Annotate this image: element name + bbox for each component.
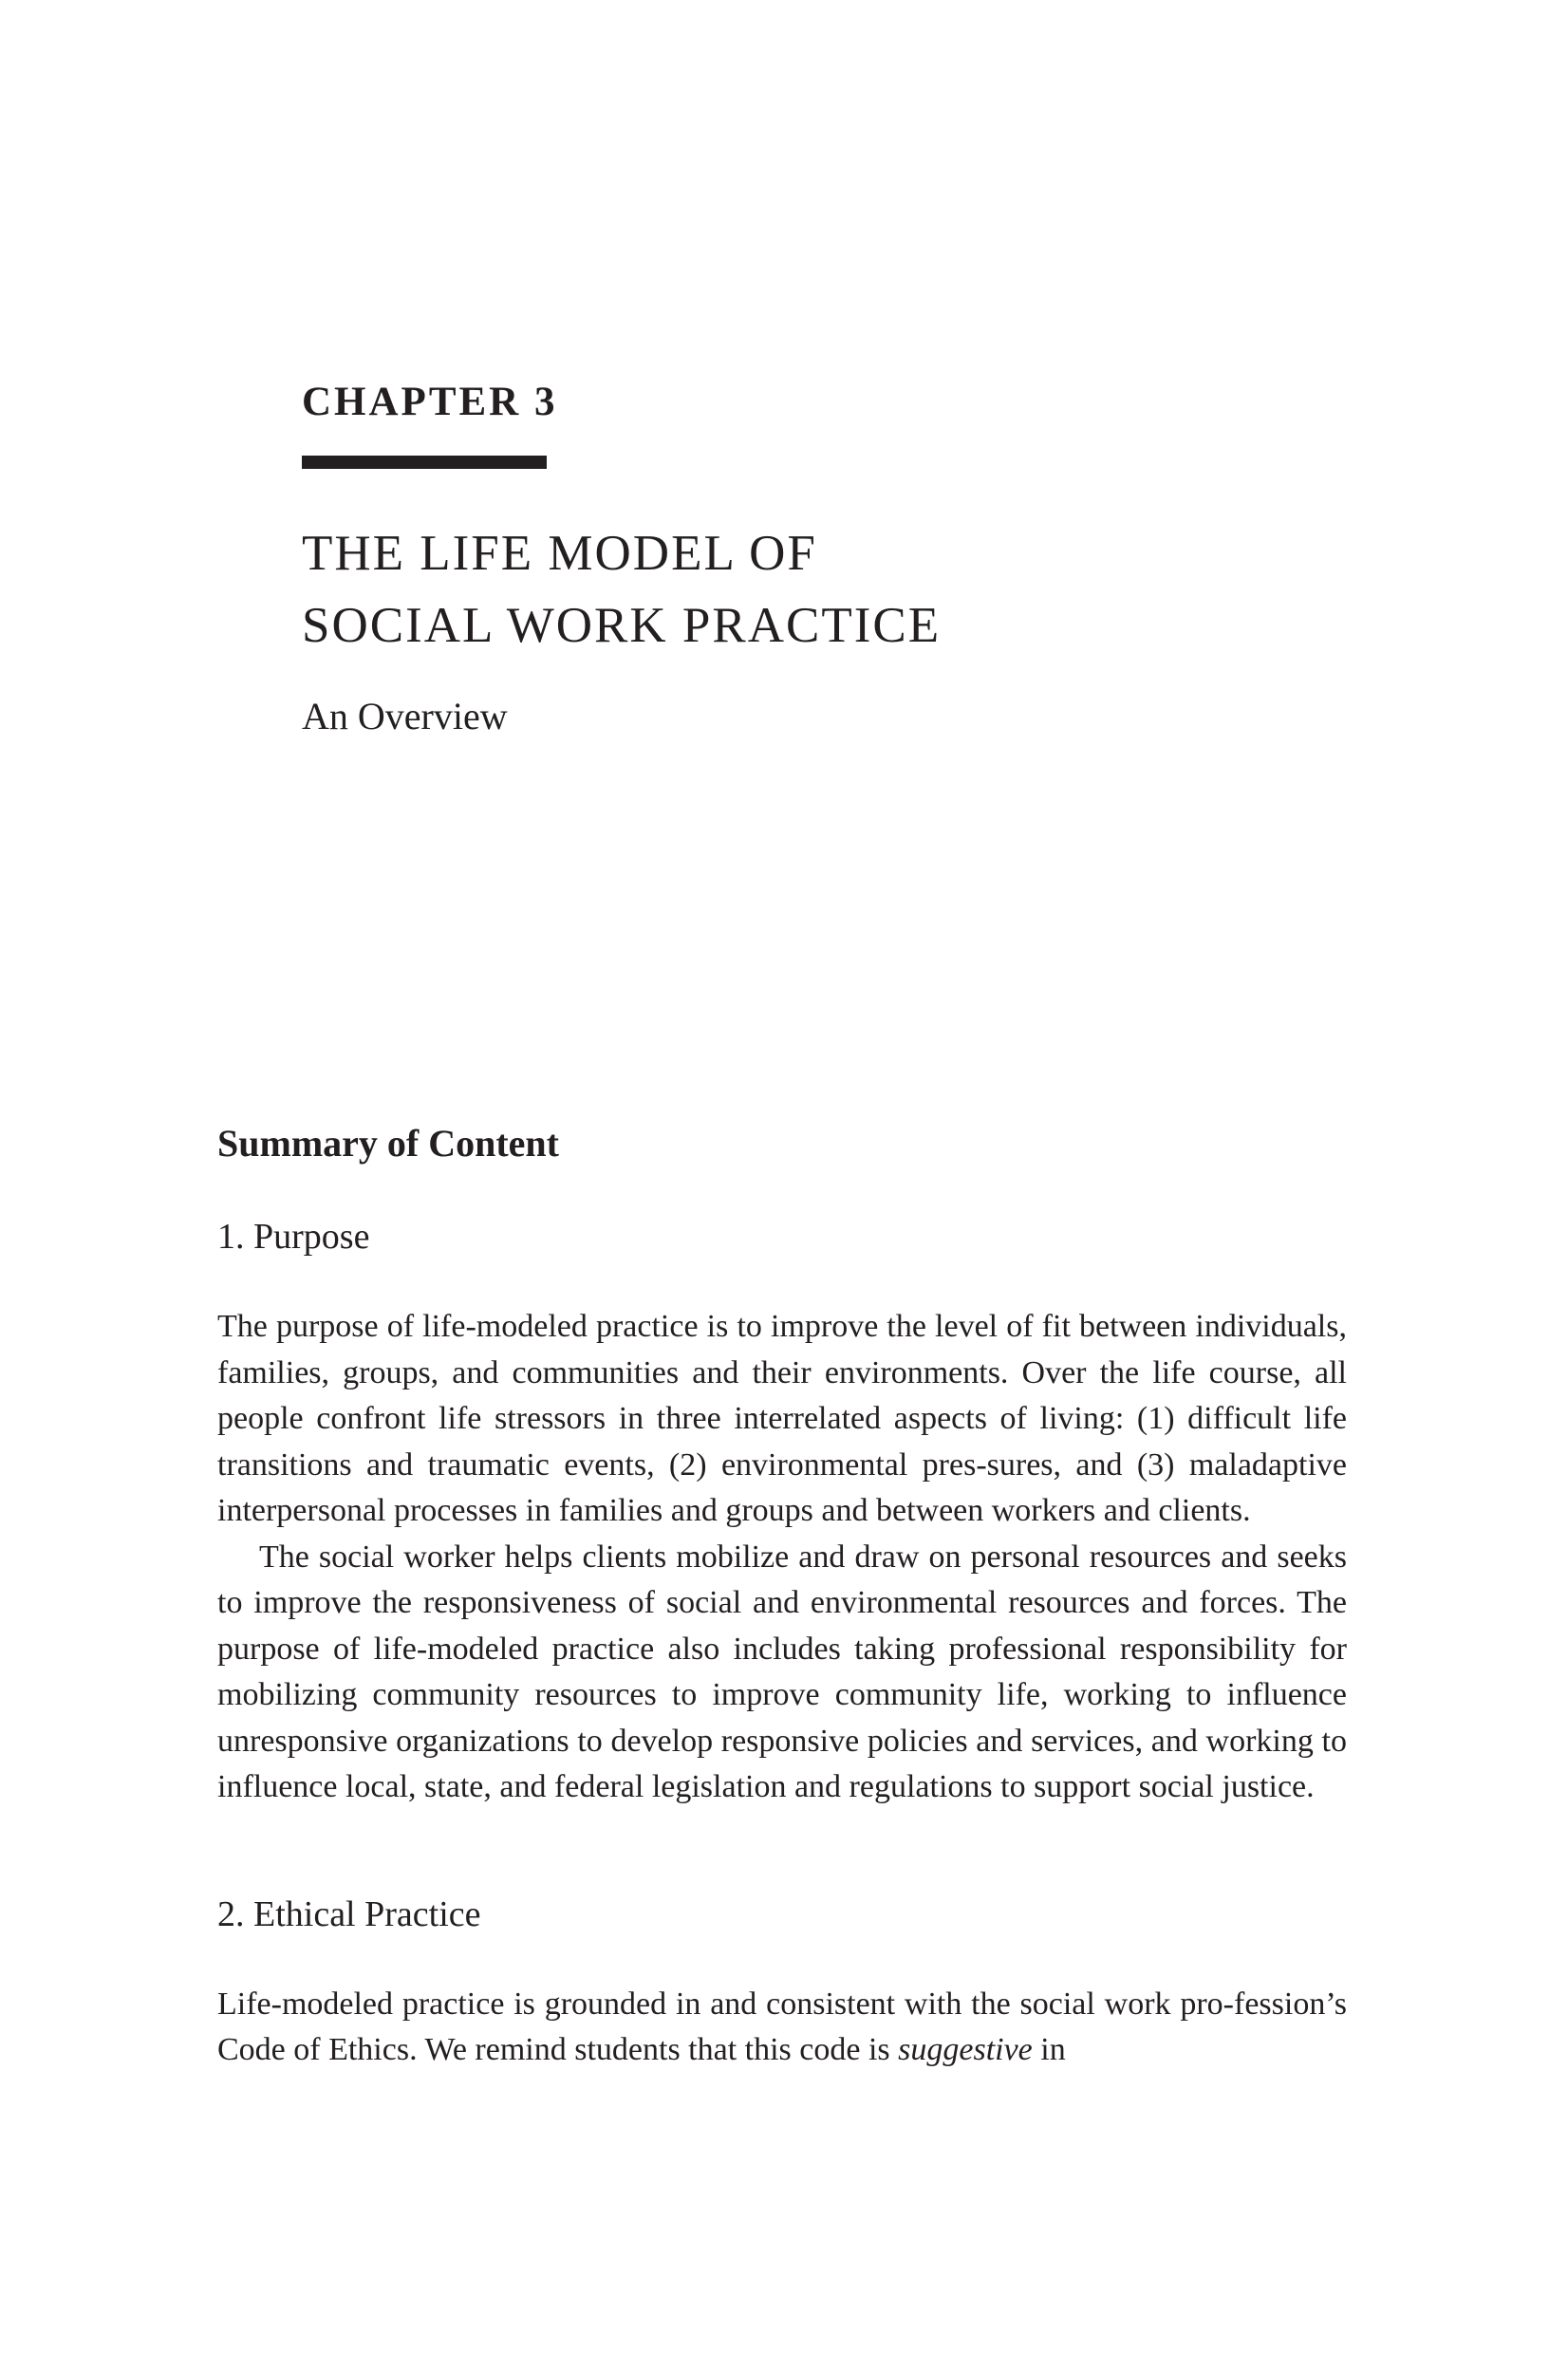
chapter-title-line-2: SOCIAL WORK PRACTICE <box>302 598 942 653</box>
chapter-title-line-1: THE LIFE MODEL OF <box>302 526 817 581</box>
chapter-title <box>302 517 941 662</box>
section-heading-ethical-practice: 2. Ethical Practice <box>217 1893 481 1934</box>
purpose-paragraph-2: The social worker helps clients mobilize and draw on personal resources and seeks to improve the responsiveness of social and environmental resources and forces. The purpose of life-modeled practice also includes taking professional responsibility for mobilizing community resources to improve community life, working to influence unresponsive organizations to develop responsive policies and services, and working to influence local, state, and federal legislation and regulations to support social justice. <box>217 1539 1347 1804</box>
section-heading-purpose: 1. Purpose <box>217 1217 370 1257</box>
ethical-practice-paragraph <box>217 1982 1347 2074</box>
ethical-text-emphasis: suggestive <box>898 2032 1033 2067</box>
ethical-text-start: Life-modeled practice is grounded in and consistent with the social work pro-fession’s Code of Ethics. We remind students that this code is <box>217 1986 1347 2067</box>
summary-heading: Summary of Content <box>217 1122 559 1165</box>
chapter-rule <box>302 456 547 469</box>
ethical-text-end: in <box>1040 2032 1066 2067</box>
body-content <box>217 1120 1347 2074</box>
chapter-label: CHAPTER 3 <box>302 380 558 424</box>
chapter-subtitle: An Overview <box>302 695 508 737</box>
purpose-paragraph-1: The purpose of life-modeled practice is to improve the level of fit between individuals, families, groups, and communities and their environments. Over the life course, all people confront life stressors in three interrelated aspects of living: (1) difficult life transitions and traumatic events, (2) environmental pres-sures, and (3) maladaptive interpersonal processes in families and groups and between workers and clients. <box>217 1309 1347 1528</box>
